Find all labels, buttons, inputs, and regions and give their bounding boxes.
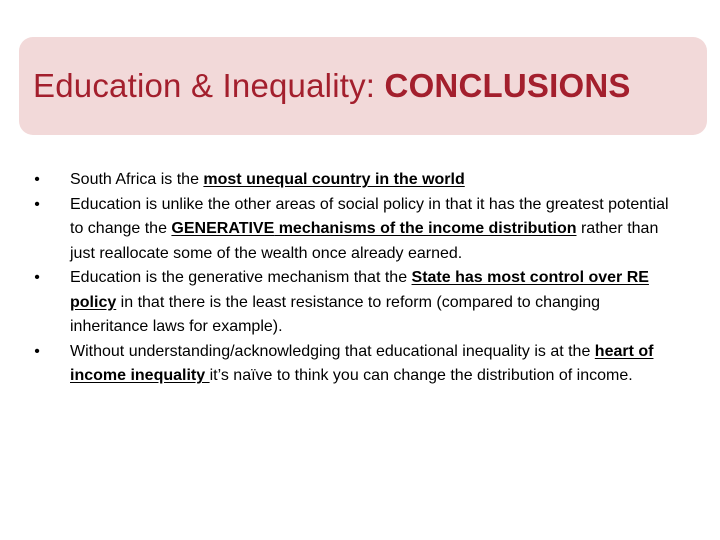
- title-emphasis: CONCLUSIONS: [384, 67, 631, 104]
- bullet-1-text: South Africa is the: [70, 171, 204, 188]
- bullet-3-tail: in that there is the least resistance to reform (compared to changing inheritance laws for example).: [70, 293, 601, 335]
- bullet-dot-icon: •: [34, 171, 40, 188]
- title-prefix: Education & Inequality:: [33, 67, 385, 104]
- bullet-item-4: [31, 340, 681, 389]
- bullet-4-tail: it’s naïve to think you can change the distribution of income.: [209, 367, 633, 384]
- bullet-2-tail: rather than just reallocate some of the wealth once already earned.: [70, 220, 659, 262]
- title-banner: [19, 37, 707, 135]
- bullet-dot-icon: •: [34, 342, 40, 360]
- bullet-2-underlined-mechanisms: mechanisms of the income distribution: [274, 220, 577, 237]
- bullet-3-underlined: State has most control over RE policy: [70, 269, 649, 311]
- bullet-dot-icon: •: [34, 269, 40, 286]
- bullet-item-1: [31, 168, 681, 193]
- bullet-list: [31, 168, 681, 389]
- bullet-3-text: Education is the generative mechanism that the: [70, 269, 412, 286]
- bullet-2-text: Education is unlike the other areas of social policy in that it has the greatest potential to change the: [70, 195, 669, 237]
- bullet-1-underlined: most unequal country in the world: [203, 171, 465, 188]
- bullet-4-text: Without understanding/acknowledging that educational inequality is at the: [70, 342, 595, 360]
- bullet-2-underlined-generative: GENERATIVE: [171, 220, 275, 237]
- bullet-item-3: [31, 266, 681, 340]
- slide-title: [33, 67, 631, 105]
- bullet-4-underlined: heart of income inequality: [70, 342, 654, 384]
- bullet-dot-icon: •: [34, 195, 40, 213]
- bullet-item-2: [31, 193, 681, 267]
